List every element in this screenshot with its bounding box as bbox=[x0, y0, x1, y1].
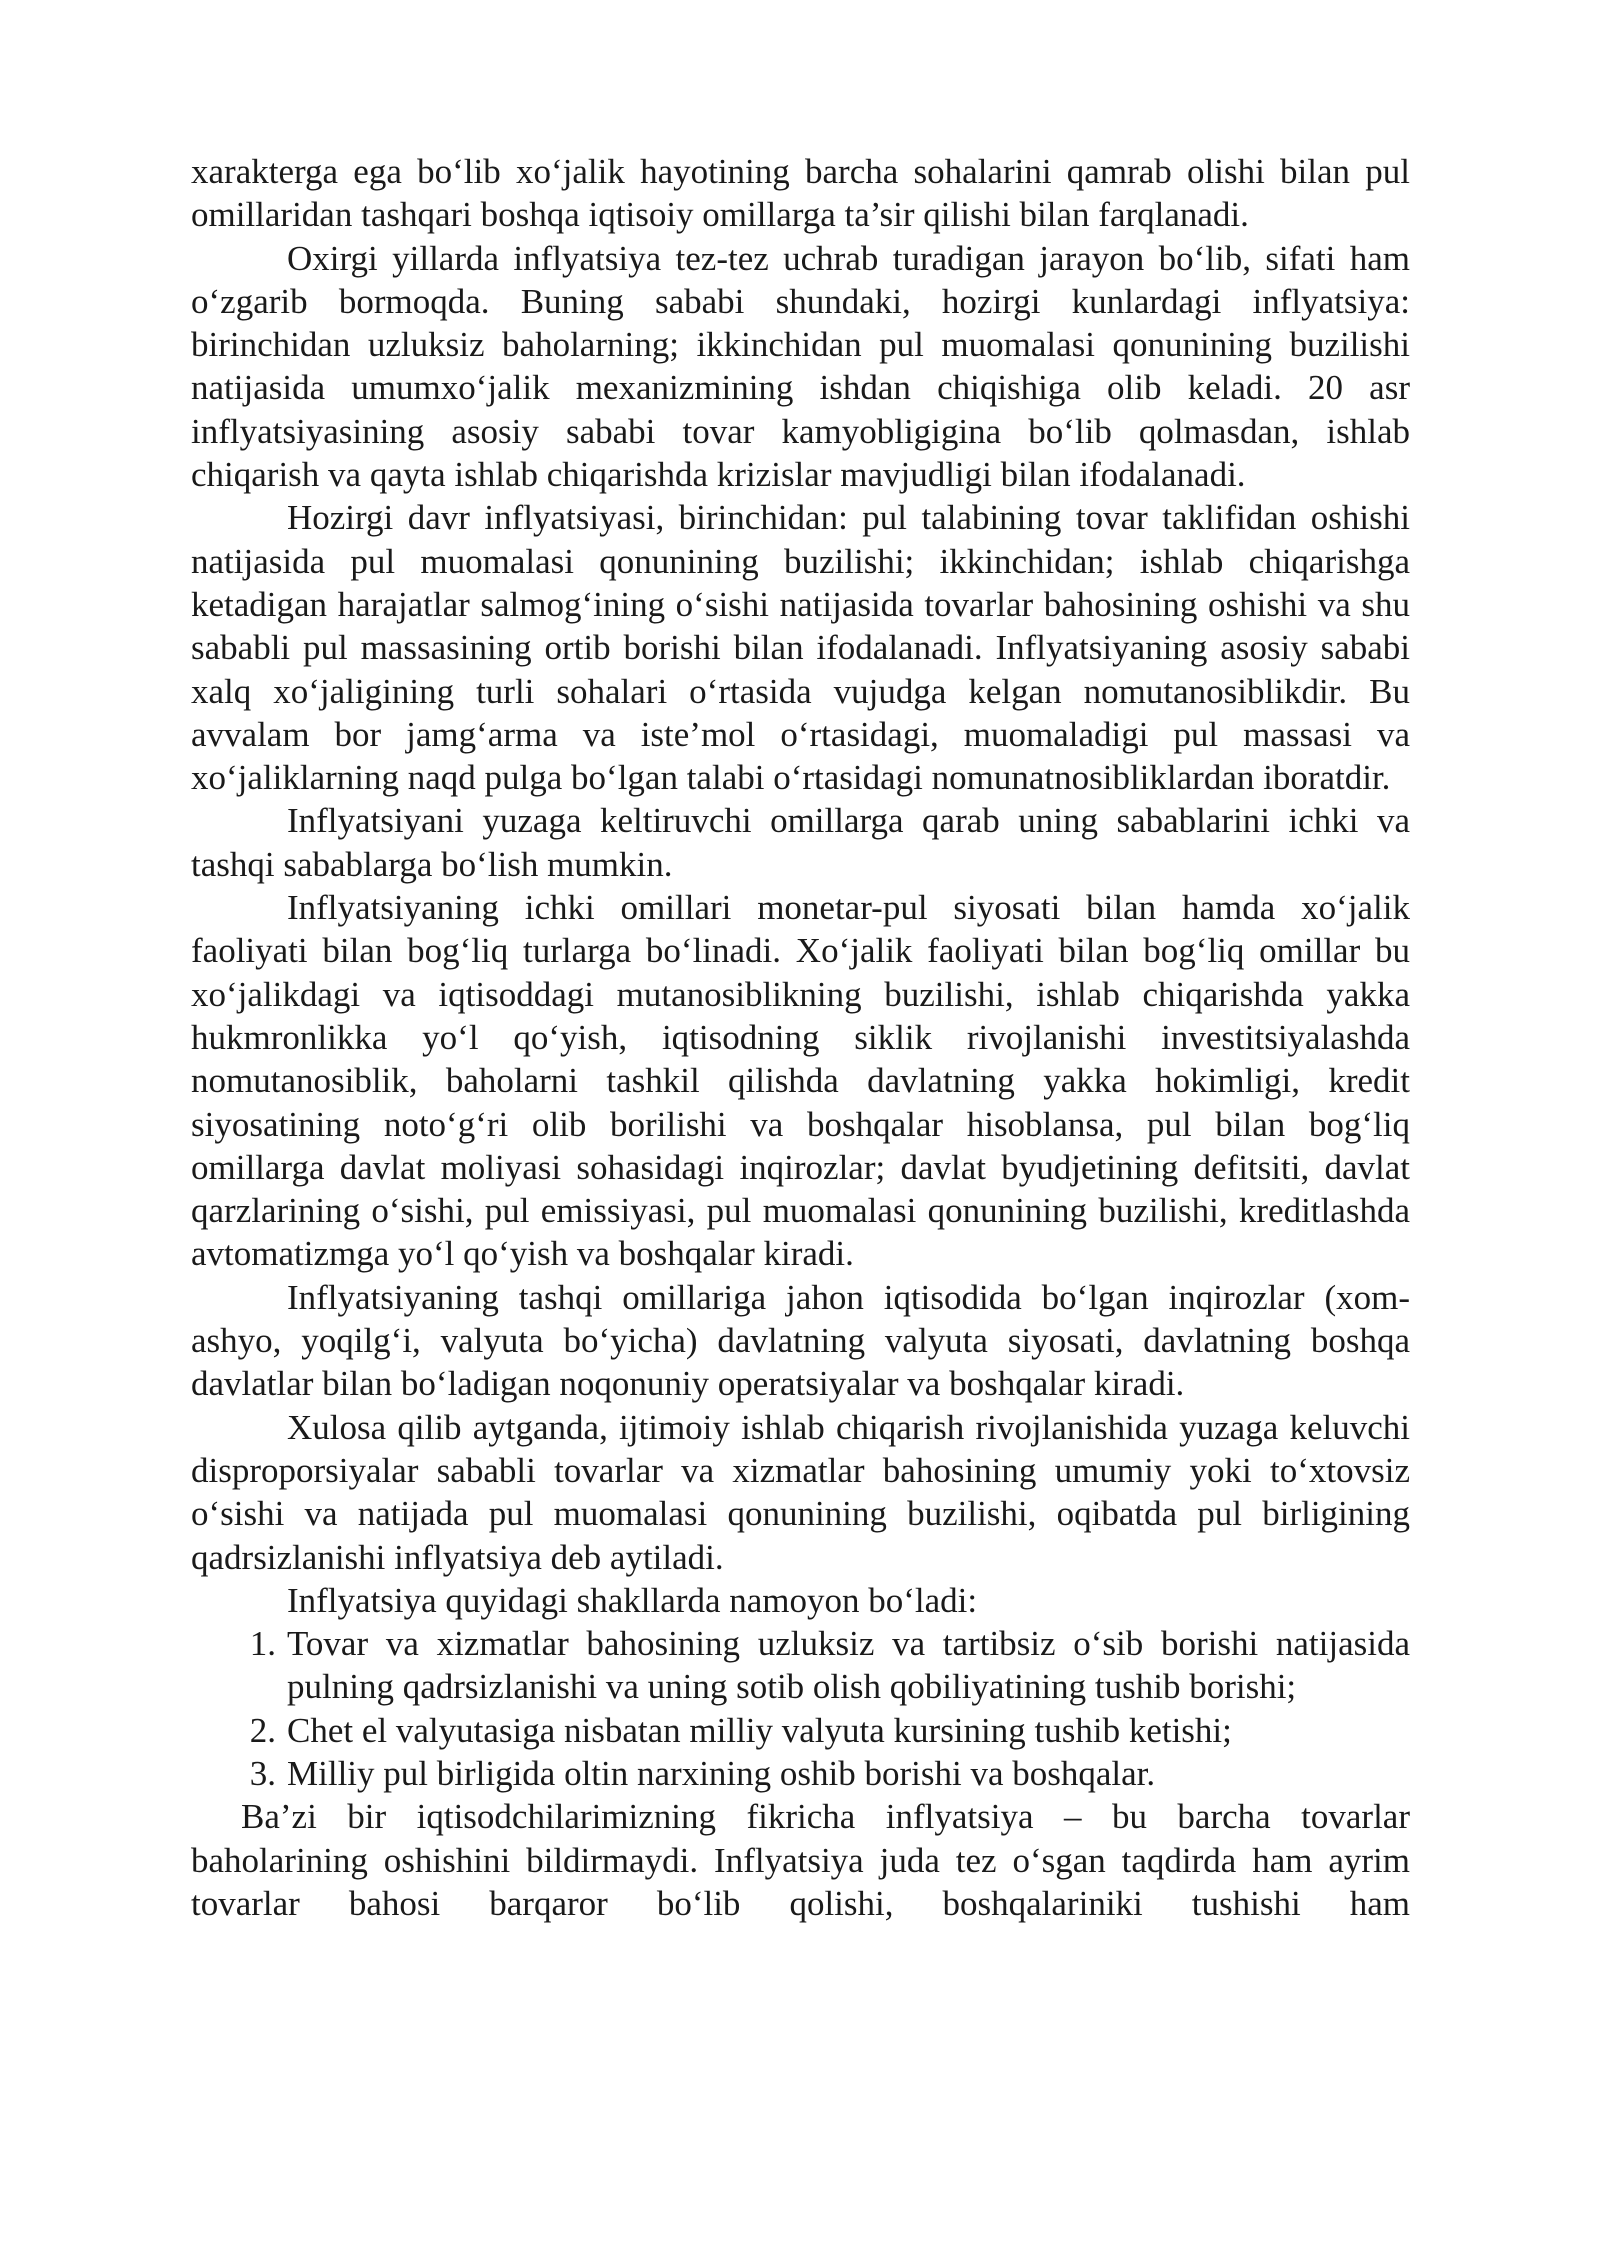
paragraph-list-intro: Inflyatsiya quyidagi shakllarda namoyon bo‘ladi: bbox=[287, 1580, 978, 1620]
paragraph-external-factors: Inflyatsiyaning tashqi omillariga jahon iqtisodida bo‘lgan inqirozlar (xom-ashyo, yoqilg‘i, valyuta bo‘yicha) davlatning valyuta siyosati, davlatning boshqa davlatlar bilan bo‘ladigan noqonuniy operatsiyalar va boshqalar kiradi. bbox=[191, 1277, 1410, 1404]
paragraph-continuation: xarakterga ega bo‘lib xo‘jalik hayotining barcha sohalarini qamrab olishi bilan pul omillaridan tashqari boshqa iqtisoiy omillarga ta’sir qilishi bilan farqlanadi. bbox=[191, 152, 1410, 235]
paragraph-inflation-recent-years: Oxirgi yillarda inflyatsiya tez-tez uchrab turadigan jarayon bo‘lib, sifati ham o‘zgarib bormoqda. Buning sababi shundaki, hozirgi kunlardagi inflyatsiya: birinchidan uzluksiz baholarning; ikkinchidan pul muomalasi qonunining buzilishi natijasida umumxo‘jalik mexanizmining ishdan chiqishiga olib keladi. 20 asr inflyatsiyasining asosiy sababi tovar kamyobligigina bo‘lib qolmasdan, ishlab chiqarish va qayta ishlab chiqarishda krizislar mavjudligi bilan ifodalanadi. bbox=[191, 238, 1410, 495]
list-item-number: 3. bbox=[249, 1753, 276, 1793]
list-item bbox=[191, 1752, 1410, 1795]
inflation-forms-list bbox=[191, 1622, 1410, 1795]
paragraph-modern-inflation: Hozirgi davr inflyatsiyasi, birinchidan: pul talabining tovar taklifidan oshishi natijasida pul muomalasi qonunining buzilishi; ikkinchidan; ishlab chiqarishga ketadigan harajatlar salmog‘ining o‘sishi natijasida tovarlar bahosining oshishi va shu sababli pul massasining ortib borishi bilan ifodalanadi. Inflyatsiyaning asosiy sababi xalq xo‘jaligining turli sohalari o‘rtasida vujudga kelgan nomutanosiblikdir. Bu avvalam bor jamg‘arma va iste’mol o‘rtasidagi, muomaladigi pul massasi va xo‘jaliklarning naqd pulga bo‘lgan talabi o‘rtasidagi nomunatnosibliklardan iboratdir. bbox=[191, 498, 1410, 798]
list-item-number: 2. bbox=[249, 1710, 276, 1750]
paragraph-internal-factors: Inflyatsiyaning ichki omillari monetar-pul siyosati bilan hamda xo‘jalik faoliyati bilan bog‘liq turlarga bo‘linadi. Xo‘jalik faoliyati bilan bog‘liq omillar bu xo‘jalikdagi va iqtisoddagi mutanosiblikning buzilishi, ishlab chiqarishda yakka hukmronlikka yo‘l qo‘yish, iqtisodning siklik rivojlanishi investitsiyalashda nomutanosiblik, baholarni tashkil qilishda davlatning yakka hokimligi, kredit siyosatining noto‘g‘ri olib borilishi va boshqalar hisoblansa, pul bilan bog‘liq omillarga davlat moliyasi sohasidagi inqirozlar; davlat byudjetining defitsiti, davlat qarzlarining o‘sishi, pul emissiyasi, pul muomalasi qonunining buzilishi, kreditlashda avtomatizmga yo‘l qo‘yish va boshqalar kiradi. bbox=[191, 888, 1410, 1274]
list-item-text: Chet el valyutasiga nisbatan milliy valyuta kursining tushib ketishi; bbox=[287, 1710, 1232, 1750]
list-item-text: Milliy pul birligida oltin narxining oshib borishi va boshqalar. bbox=[287, 1753, 1156, 1793]
list-item-number: 1. bbox=[249, 1624, 276, 1664]
document-body bbox=[191, 150, 1410, 1925]
list-item-text: Tovar va xizmatlar bahosining uzluksiz va tartibsiz o‘sib borishi natijasida pulning qadrsizlanishi va uning sotib olish qobiliyatining tushib borishi; bbox=[287, 1624, 1410, 1707]
list-item bbox=[191, 1622, 1410, 1709]
paragraph-inflation-causes: Inflyatsiyani yuzaga keltiruvchi omillarga qarab uning sabablarini ichki va tashqi sabablarga bo‘lish mumkin. bbox=[191, 801, 1410, 884]
paragraph-conclusion: Xulosa qilib aytganda, ijtimoiy ishlab chiqarish rivojlanishida yuzaga keluvchi disproporsiyalar sababli tovarlar va xizmatlar bahosining umumiy yoki to‘xtovsiz o‘sishi va natijada pul muomalasi qonunining buzilishi, oqibatda pul birligining qadrsizlanishi inflyatsiya deb aytiladi. bbox=[191, 1407, 1410, 1577]
paragraph-economists-opinion: Ba’zi bir iqtisodchilarimizning fikricha inflyatsiya – bu barcha tovarlar baholarining oshishini bildirmaydi. Inflyatsiya juda tez o‘sgan taqdirda ham ayrim tovarlar bahosi barqaror bo‘lib qolishi, boshqalariniki tushishi ham bbox=[191, 1797, 1410, 1923]
list-item bbox=[191, 1709, 1410, 1752]
